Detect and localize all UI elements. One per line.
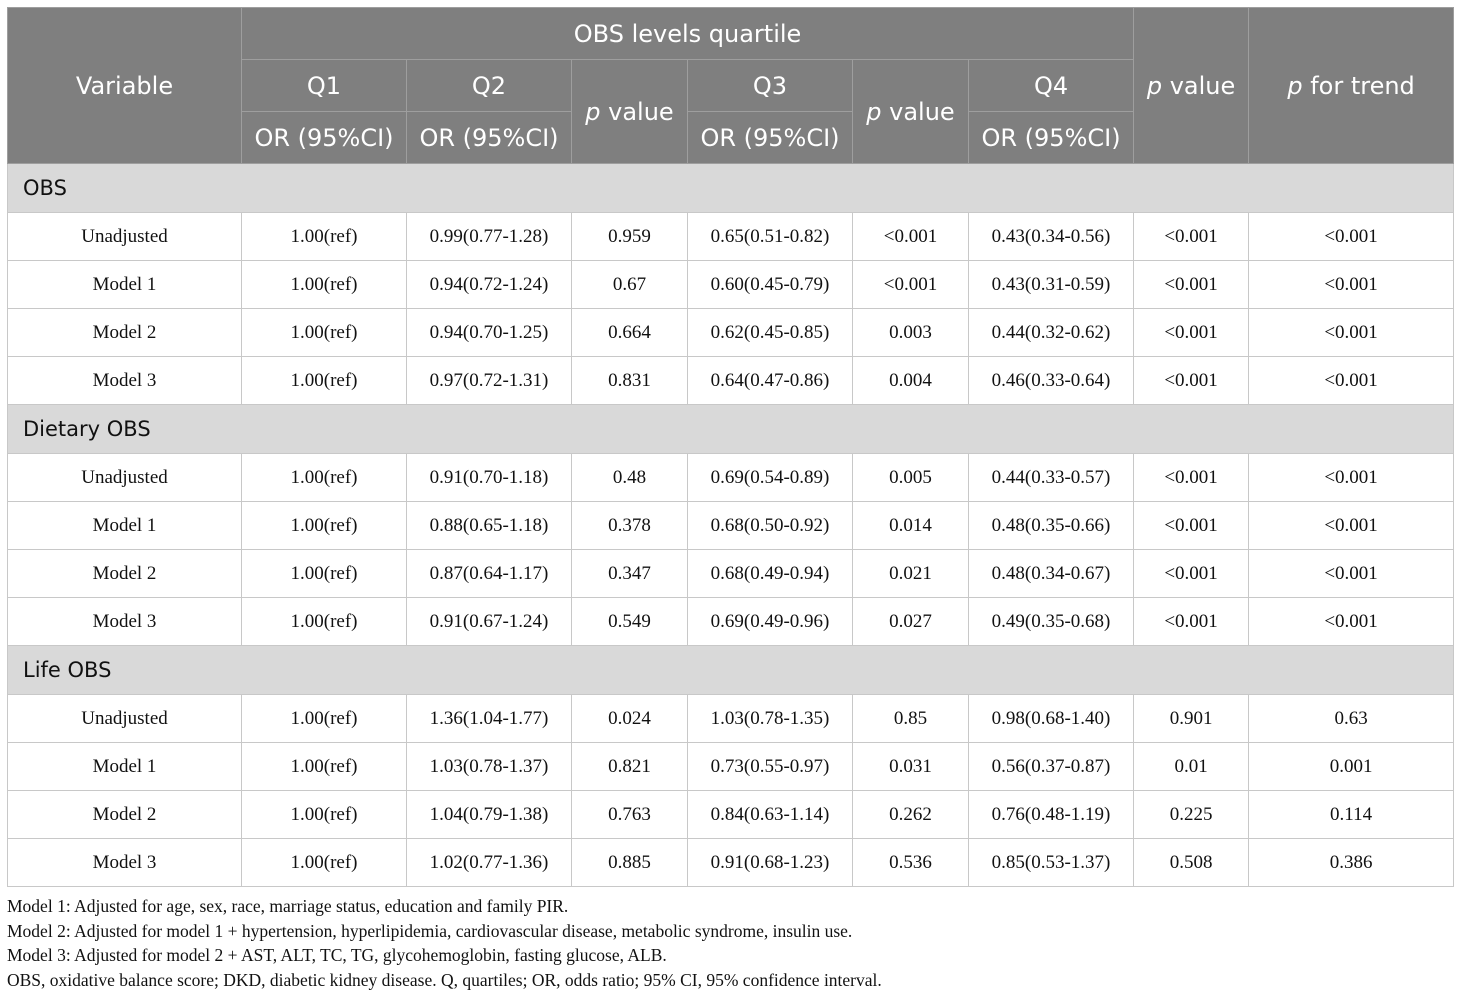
p-value-suffix: value [600,97,674,126]
table-cell: 0.91(0.67-1.24) [407,598,572,646]
table-cell: 0.664 [572,309,688,357]
header-p-value-q3 [853,60,969,164]
table-cell: 0.901 [1134,695,1249,743]
row-label: Model 1 [8,261,242,309]
footnotes [7,894,1453,992]
row-label: Model 3 [8,357,242,405]
table-cell: 0.378 [572,502,688,550]
table-cell: 0.014 [853,502,969,550]
table-cell: <0.001 [1134,502,1249,550]
header-or-q2: OR (95%CI) [407,112,572,164]
table-cell: 1.00(ref) [242,357,407,405]
table-cell: 1.00(ref) [242,550,407,598]
table-cell: 1.00(ref) [242,743,407,791]
row-label: Unadjusted [8,213,242,261]
table-cell: 0.97(0.72-1.31) [407,357,572,405]
row-label: Model 3 [8,598,242,646]
header-or-q3: OR (95%CI) [688,112,853,164]
table-cell: 0.68(0.50-0.92) [688,502,853,550]
table-cell: 0.85(0.53-1.37) [969,839,1134,887]
table-cell: <0.001 [853,261,969,309]
header-variable: Variable [8,8,242,164]
table-cell: 0.821 [572,743,688,791]
table-cell: 0.48(0.35-0.66) [969,502,1134,550]
table-cell: <0.001 [853,213,969,261]
table-cell: 1.04(0.79-1.38) [407,791,572,839]
table-cell: 0.60(0.45-0.79) [688,261,853,309]
table-cell: 1.00(ref) [242,791,407,839]
table-cell: 0.549 [572,598,688,646]
table-cell: 0.46(0.33-0.64) [969,357,1134,405]
table-cell: 1.36(1.04-1.77) [407,695,572,743]
table-row [8,695,1454,743]
table-cell: 0.44(0.33-0.57) [969,454,1134,502]
table-header [8,8,1454,164]
row-label: Model 1 [8,502,242,550]
header-or-q4: OR (95%CI) [969,112,1134,164]
table-cell: 0.76(0.48-1.19) [969,791,1134,839]
p-symbol: p [585,97,601,126]
table-cell: 0.001 [1249,743,1454,791]
row-label: Unadjusted [8,695,242,743]
table-cell: 0.43(0.31-0.59) [969,261,1134,309]
row-label: Model 2 [8,791,242,839]
p-symbol: p [866,97,882,126]
table-cell: 0.63 [1249,695,1454,743]
section-row [8,164,1454,213]
section-title: OBS [8,164,1454,213]
table-cell: 0.114 [1249,791,1454,839]
table-cell: 0.91(0.70-1.18) [407,454,572,502]
table-row [8,598,1454,646]
table-cell: <0.001 [1249,502,1454,550]
table-cell: 0.48(0.34-0.67) [969,550,1134,598]
table-cell: 0.94(0.70-1.25) [407,309,572,357]
table-cell: 1.00(ref) [242,695,407,743]
table-cell: 0.49(0.35-0.68) [969,598,1134,646]
table-cell: 0.01 [1134,743,1249,791]
table-cell: <0.001 [1134,261,1249,309]
table-cell: <0.001 [1249,309,1454,357]
table-cell: 0.91(0.68-1.23) [688,839,853,887]
table-cell: <0.001 [1249,213,1454,261]
table-row [8,550,1454,598]
table-row [8,309,1454,357]
p-trend-suffix: for trend [1302,71,1415,100]
table-row [8,357,1454,405]
footnote: Model 3: Adjusted for model 2 + AST, ALT, TC, TG, glycohemoglobin, fasting glucose, ALB. [7,945,667,965]
row-label: Model 3 [8,839,242,887]
table-cell: 0.62(0.45-0.85) [688,309,853,357]
table-cell: 0.347 [572,550,688,598]
header-q1: Q1 [242,60,407,112]
table-cell: 0.94(0.72-1.24) [407,261,572,309]
table-cell: 0.67 [572,261,688,309]
table-cell: <0.001 [1249,550,1454,598]
table-cell: 0.87(0.64-1.17) [407,550,572,598]
header-q2: Q2 [407,60,572,112]
footnote: Model 2: Adjusted for model 1 + hypertension, hyperlipidemia, cardiovascular disease, metabolic syndrome, insulin use. [7,920,853,941]
table-row [8,213,1454,261]
table-cell: 0.69(0.49-0.96) [688,598,853,646]
row-label: Model 2 [8,309,242,357]
table-cell: 1.03(0.78-1.37) [407,743,572,791]
table-cell: 0.99(0.77-1.28) [407,213,572,261]
p-symbol: p [1287,71,1303,100]
table-cell: <0.001 [1134,598,1249,646]
p-value-suffix: value [1162,71,1236,100]
table-cell: <0.001 [1134,213,1249,261]
p-value-suffix: value [881,97,955,126]
table-cell: 0.68(0.49-0.94) [688,550,853,598]
table-cell: 0.44(0.32-0.62) [969,309,1134,357]
table-cell: 0.021 [853,550,969,598]
table-cell: 0.48 [572,454,688,502]
header-p-value [1134,8,1249,164]
table-row [8,791,1454,839]
section-title: Dietary OBS [8,405,1454,454]
table-cell: 0.85 [853,695,969,743]
header-q3: Q3 [688,60,853,112]
table-cell: <0.001 [1134,454,1249,502]
table-cell: 1.00(ref) [242,839,407,887]
table-cell: <0.001 [1249,598,1454,646]
table-cell: 0.004 [853,357,969,405]
table-cell: 0.005 [853,454,969,502]
table-cell: 0.69(0.54-0.89) [688,454,853,502]
table-cell: 1.00(ref) [242,598,407,646]
table-cell: 0.73(0.55-0.97) [688,743,853,791]
table-body [8,164,1454,887]
table-cell: 0.84(0.63-1.14) [688,791,853,839]
footnote: OBS, oxidative balance score; DKD, diabetic kidney disease. Q, quartiles; OR, odds ratio; 95% CI, 95% confidence interval. [7,969,882,990]
table-cell: 0.65(0.51-0.82) [688,213,853,261]
table-cell: 1.00(ref) [242,309,407,357]
results-table [7,7,1454,887]
table-cell: 0.831 [572,357,688,405]
table-cell: 0.88(0.65-1.18) [407,502,572,550]
table-container [7,7,1453,992]
table-cell: <0.001 [1134,309,1249,357]
table-cell: 1.00(ref) [242,213,407,261]
row-label: Unadjusted [8,454,242,502]
table-cell: <0.001 [1249,357,1454,405]
table-cell: 1.03(0.78-1.35) [688,695,853,743]
table-cell: 0.64(0.47-0.86) [688,357,853,405]
section-row [8,646,1454,695]
header-group: OBS levels quartile [242,8,1134,60]
table-cell: 1.00(ref) [242,454,407,502]
table-row [8,839,1454,887]
header-p-trend [1249,8,1454,164]
table-cell: 0.003 [853,309,969,357]
table-cell: 0.885 [572,839,688,887]
header-or-q1: OR (95%CI) [242,112,407,164]
table-cell: <0.001 [1134,357,1249,405]
table-cell: 0.56(0.37-0.87) [969,743,1134,791]
table-cell: 0.43(0.34-0.56) [969,213,1134,261]
table-cell: 0.508 [1134,839,1249,887]
section-title: Life OBS [8,646,1454,695]
table-row [8,502,1454,550]
section-row [8,405,1454,454]
table-cell: 0.536 [853,839,969,887]
table-cell: 1.00(ref) [242,261,407,309]
table-cell: 0.031 [853,743,969,791]
table-cell: <0.001 [1134,550,1249,598]
table-cell: 0.262 [853,791,969,839]
table-row [8,261,1454,309]
table-cell: 0.225 [1134,791,1249,839]
header-p-value-q2 [572,60,688,164]
row-label: Model 2 [8,550,242,598]
table-cell: 1.02(0.77-1.36) [407,839,572,887]
table-cell: <0.001 [1249,454,1454,502]
table-cell: 0.024 [572,695,688,743]
table-cell: 0.027 [853,598,969,646]
table-cell: 1.00(ref) [242,502,407,550]
table-row [8,743,1454,791]
table-cell: <0.001 [1249,261,1454,309]
table-cell: 0.386 [1249,839,1454,887]
row-label: Model 1 [8,743,242,791]
header-q4: Q4 [969,60,1134,112]
p-symbol: p [1146,71,1163,100]
table-cell: 0.763 [572,791,688,839]
table-row [8,454,1454,502]
table-cell: 0.959 [572,213,688,261]
table-cell: 0.98(0.68-1.40) [969,695,1134,743]
footnote: Model 1: Adjusted for age, sex, race, marriage status, education and family PIR. [7,896,569,916]
